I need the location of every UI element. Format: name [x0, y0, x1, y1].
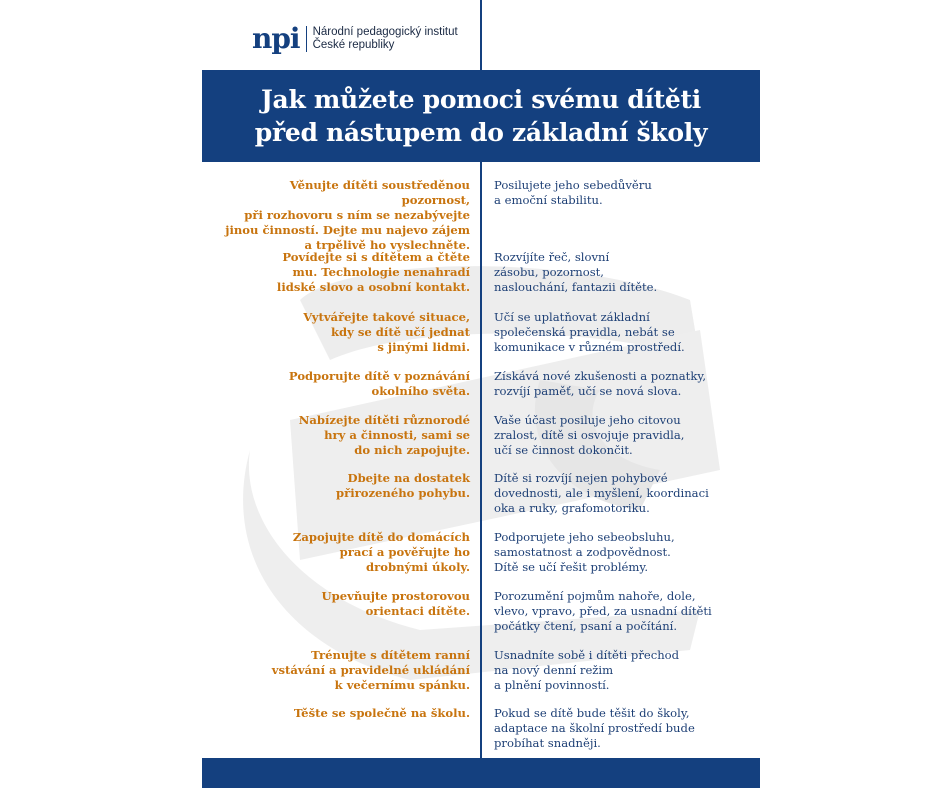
tip-advice-line: Nabízejte dítěti různorodé	[298, 413, 470, 427]
tip-advice	[220, 471, 470, 501]
tip-advice	[220, 589, 470, 619]
tip-benefit-line: Podporujete jeho sebeobsluhu,	[494, 530, 675, 544]
tip-advice	[220, 310, 470, 355]
tip-advice-line: přirozeného pohybu.	[335, 486, 470, 500]
tip-benefit-line: adaptace na školní prostředí bude	[494, 721, 695, 735]
tip-benefit-line: rozvíjí paměť, učí se nová slova.	[494, 384, 682, 398]
tip-benefit-line: Rozvíjíte řeč, slovní	[494, 250, 610, 264]
tip-benefit-line: počátky čtení, psaní a počítání.	[494, 619, 678, 633]
logo-line-2: České republiky	[312, 39, 395, 51]
tip-advice-line: Upevňujte prostorovou	[321, 589, 470, 603]
tip-benefit-line: na nový denní režim	[494, 663, 614, 677]
tip-benefit	[494, 530, 754, 575]
tip-advice-line: Trénujte s dítětem ranní	[311, 648, 470, 662]
tip-benefit	[494, 413, 754, 458]
tip-advice-line: Dbejte na dostatek	[347, 471, 470, 485]
tip-advice-line: Věnujte dítěti soustředěnou pozornost,	[289, 178, 470, 207]
tip-benefit-line: a emoční stabilitu.	[494, 193, 603, 207]
tip-advice-line: orientaci dítěte.	[365, 604, 470, 618]
logo-divider	[306, 26, 307, 52]
tip-benefit	[494, 648, 754, 693]
tip-advice	[220, 369, 470, 399]
tip-benefit	[494, 369, 754, 399]
tip-benefit-line: zásobu, pozornost,	[494, 265, 604, 279]
tip-benefit	[494, 706, 754, 751]
tip-advice-line: kdy se dítě učí jednat	[330, 325, 470, 339]
tip-advice-line: lidské slovo a osobní kontakt.	[276, 280, 470, 294]
tip-advice-line: prací a pověřujte ho	[339, 545, 470, 559]
tip-benefit	[494, 310, 754, 355]
tip-advice-line: Podporujte dítě v poznávání	[288, 369, 470, 383]
npi-logo	[252, 24, 458, 54]
tip-benefit-line: Posilujete jeho sebedůvěru	[494, 178, 652, 192]
logo-line-1: Národní pedagogický institut	[312, 26, 458, 38]
tip-benefit-line: společenská pravidla, nebát se	[494, 325, 675, 339]
tip-advice-line: mu. Technologie nenahradí	[292, 265, 470, 279]
tip-advice-line: s jinými lidmi.	[377, 340, 470, 354]
tip-benefit	[494, 178, 754, 208]
tip-advice-line: Těšte se společně na školu.	[293, 706, 470, 720]
tip-benefit-line: Dítě se učí řešit problémy.	[494, 560, 649, 574]
tip-benefit-line: samostatnost a zodpovědnost.	[494, 545, 671, 559]
tip-benefit-line: Usnadníte sobě i dítěti přechod	[494, 648, 680, 662]
tip-advice-line: Povídejte si s dítětem a čtěte	[282, 250, 470, 264]
tip-advice-line: při rozhovoru s ním se nezabývejte	[244, 208, 470, 222]
tip-advice	[220, 413, 470, 458]
tip-benefit-line: Dítě si rozvíjí nejen pohybové	[494, 471, 668, 485]
tip-advice-line: okolního světa.	[371, 384, 470, 398]
tip-benefit-line: Pokud se dítě bude těšit do školy,	[494, 706, 690, 720]
tip-advice-line: do nich zapojujte.	[354, 443, 470, 457]
tip-advice-line: Zapojujte dítě do domácích	[292, 530, 470, 544]
title-line-2: před nástupem do základní školy	[254, 118, 708, 147]
tip-benefit-line: Porozumění pojmům nahoře, dole,	[494, 589, 696, 603]
tip-advice-line: a trpělivě ho vyslechněte.	[304, 238, 470, 252]
tip-benefit-line: Vaše účast posiluje jeho citovou	[494, 413, 681, 427]
tip-benefit-line: dovednosti, ale i myšlení, koordinaci	[494, 486, 709, 500]
tip-advice	[220, 706, 470, 721]
logo-text	[313, 26, 458, 52]
tip-benefit-line: probíhat snadněji.	[494, 736, 601, 750]
tip-advice-line: vstávání a pravidelné ukládání	[271, 663, 470, 677]
tip-advice-line: k večernímu spánku.	[334, 678, 470, 692]
tip-benefit	[494, 589, 754, 634]
tip-advice-line: drobnými úkoly.	[366, 560, 470, 574]
tip-benefit-line: učí se činnost dokončit.	[494, 443, 633, 457]
tip-benefit-line: naslouchání, fantazii dítěte.	[494, 280, 658, 294]
tip-advice-line: Vytvářejte takové situace,	[303, 310, 470, 324]
tip-advice-line: hry a činnosti, sami se	[324, 428, 470, 442]
tip-advice-line: jinou činností. Dejte mu najevo zájem	[225, 223, 470, 237]
tip-benefit-line: vlevo, vpravo, před, za usnadní dítěti	[494, 604, 712, 618]
tip-benefit-line: Učí se uplatňovat základní	[494, 310, 650, 324]
title-line-1: Jak můžete pomoci svému dítěti	[261, 85, 701, 114]
footer-band	[202, 758, 760, 788]
tip-benefit-line: zralost, dítě si osvojuje pravidla,	[494, 428, 685, 442]
tip-benefit	[494, 471, 754, 516]
tip-benefit-line: komunikace v různém prostředí.	[494, 340, 685, 354]
tip-benefit-line: oka a ruky, grafomotoriku.	[494, 501, 650, 515]
tip-advice	[220, 178, 470, 253]
tip-advice	[220, 648, 470, 693]
logo-mark: npi	[252, 22, 300, 55]
tip-benefit-line: Získává nové zkušenosti a poznatky,	[494, 369, 707, 383]
title-band	[202, 70, 760, 162]
tip-advice	[220, 250, 470, 295]
tip-benefit-line: a plnění povinností.	[494, 678, 610, 692]
tip-advice	[220, 530, 470, 575]
tip-benefit	[494, 250, 754, 295]
